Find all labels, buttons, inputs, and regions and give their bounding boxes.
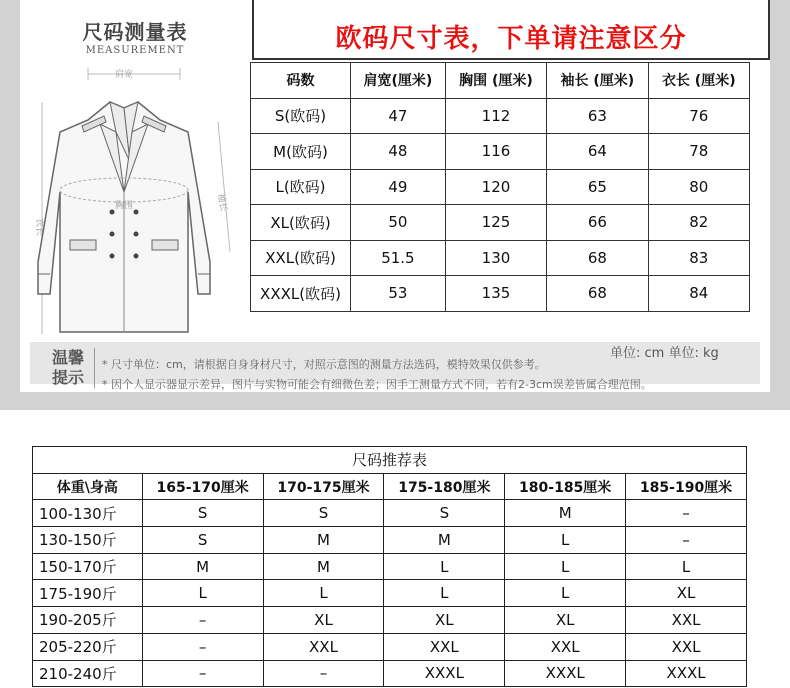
header-cell: 165-170厘米 (142, 473, 263, 500)
table-cell: L (384, 580, 505, 607)
header-cell: 码数 (251, 63, 351, 99)
table-cell: 66 (547, 205, 648, 241)
table-row (33, 607, 747, 634)
recommend-header-row (33, 473, 747, 500)
table-cell: L (505, 580, 626, 607)
size-table-header (251, 63, 750, 99)
sleeve-label: 袖长 (215, 192, 229, 213)
header-cell: 185-190厘米 (626, 473, 747, 500)
table-cell: M (384, 527, 505, 554)
table-cell: 130 (445, 240, 546, 276)
table-cell: 53 (351, 276, 446, 312)
table-cell: 116 (445, 134, 546, 170)
table-cell: XXXL(欧码) (251, 276, 351, 312)
table-cell: 76 (648, 98, 749, 134)
table-row (251, 134, 750, 170)
table-cell: M (263, 553, 384, 580)
table-cell: L(欧码) (251, 169, 351, 205)
shoulder-label: 肩宽 (114, 70, 134, 80)
table-cell: L (263, 580, 384, 607)
tip-line-2: * 因个人显示器显示差异，图片与实物可能会有细微色差；因手工测量方式不同，若有2-3cm误差皆属合理范围。 (102, 378, 652, 391)
notice-text: 欧码尺寸表，下单请注意区分 (335, 24, 687, 54)
tips-divider (94, 348, 95, 388)
table-cell: M (263, 527, 384, 554)
table-cell: 68 (547, 240, 648, 276)
table-cell: XL (263, 607, 384, 634)
table-cell: 210-240斤 (33, 660, 143, 687)
table-cell: 50 (351, 205, 446, 241)
table-cell: 175-190斤 (33, 580, 143, 607)
table-cell: 135 (445, 276, 546, 312)
table-row (251, 169, 750, 205)
table-row (251, 276, 750, 312)
title-block (20, 0, 250, 70)
table-cell: 100-130斤 (33, 500, 143, 527)
table-cell: XXL (626, 633, 747, 660)
table-cell: 84 (648, 276, 749, 312)
table-row (33, 553, 747, 580)
recommend-title-row (33, 447, 747, 474)
table-row (251, 98, 750, 134)
recommend-table (32, 446, 747, 687)
table-row (33, 633, 747, 660)
table-cell: M (505, 500, 626, 527)
unit-note: 单位: cm 单位: kg (610, 346, 719, 361)
table-cell: L (384, 553, 505, 580)
table-cell: S (384, 500, 505, 527)
table-cell: XXL (626, 607, 747, 634)
table-cell: 49 (351, 169, 446, 205)
table-row (33, 660, 747, 687)
page-subtitle: MEASUREMENT (85, 45, 185, 56)
table-cell: 125 (445, 205, 546, 241)
header-cell: 袖长 (厘米) (547, 63, 648, 99)
table-cell: S (142, 527, 263, 554)
table-cell: 112 (445, 98, 546, 134)
table-cell: 63 (547, 98, 648, 134)
table-cell: XXXL (384, 660, 505, 687)
table-cell: L (626, 553, 747, 580)
table-cell: XL (384, 607, 505, 634)
table-cell: XXXL (626, 660, 747, 687)
header-cell: 170-175厘米 (263, 473, 384, 500)
header-cell: 衣长 (厘米) (648, 63, 749, 99)
table-cell: L (505, 527, 626, 554)
table-cell: – (142, 607, 263, 634)
table-cell: XL(欧码) (251, 205, 351, 241)
table-cell: L (505, 553, 626, 580)
table-cell: 51.5 (351, 240, 446, 276)
table-cell: 78 (648, 134, 749, 170)
table-row (251, 205, 750, 241)
table-cell: XXL (505, 633, 626, 660)
table-cell: XL (626, 580, 747, 607)
table-row (33, 580, 747, 607)
table-row (251, 240, 750, 276)
table-cell: – (626, 500, 747, 527)
table-cell: S (263, 500, 384, 527)
table-cell: 150-170斤 (33, 553, 143, 580)
table-cell: S (142, 500, 263, 527)
table-cell: 68 (547, 276, 648, 312)
page-title: 尺码测量表 (82, 20, 188, 44)
size-table (250, 62, 750, 312)
table-cell: XXL(欧码) (251, 240, 351, 276)
table-cell: 64 (547, 134, 648, 170)
table-cell: – (142, 660, 263, 687)
tip-line-1: * 尺寸单位：cm，请根据自身身材尺寸，对照示意图的测量方法选码，模特效果仅供参考。 (102, 358, 546, 371)
table-cell: S(欧码) (251, 98, 351, 134)
table-cell: XXL (384, 633, 505, 660)
header-cell: 180-185厘米 (505, 473, 626, 500)
table-cell: – (263, 660, 384, 687)
table-cell: XXL (263, 633, 384, 660)
table-cell: 80 (648, 169, 749, 205)
table-cell: 47 (351, 98, 446, 134)
table-cell: 83 (648, 240, 749, 276)
table-cell: 130-150斤 (33, 527, 143, 554)
table-cell: L (142, 580, 263, 607)
recommend-table-title: 尺码推荐表 (33, 447, 747, 474)
table-cell: 48 (351, 134, 446, 170)
table-cell: XL (505, 607, 626, 634)
tips-label: 温馨提示 (51, 348, 84, 387)
table-cell: XXXL (505, 660, 626, 687)
table-cell: 65 (547, 169, 648, 205)
table-cell: M (142, 553, 263, 580)
table-cell: 205-220斤 (33, 633, 143, 660)
table-cell: – (626, 527, 747, 554)
notice-banner (252, 0, 770, 60)
table-row (33, 527, 747, 554)
header-cell: 体重\身高 (33, 473, 143, 500)
table-cell: 190-205斤 (33, 607, 143, 634)
chest-label: 胸围 (114, 201, 134, 211)
header-cell: 胸围 (厘米) (445, 63, 546, 99)
table-row (33, 500, 747, 527)
coat-diagram (20, 62, 252, 342)
header-cell: 肩宽(厘米) (351, 63, 446, 99)
table-cell: – (142, 633, 263, 660)
header-cell: 175-180厘米 (384, 473, 505, 500)
table-cell: 120 (445, 169, 546, 205)
table-cell: M(欧码) (251, 134, 351, 170)
length-label: 衣长 (34, 218, 44, 237)
table-cell: 82 (648, 205, 749, 241)
